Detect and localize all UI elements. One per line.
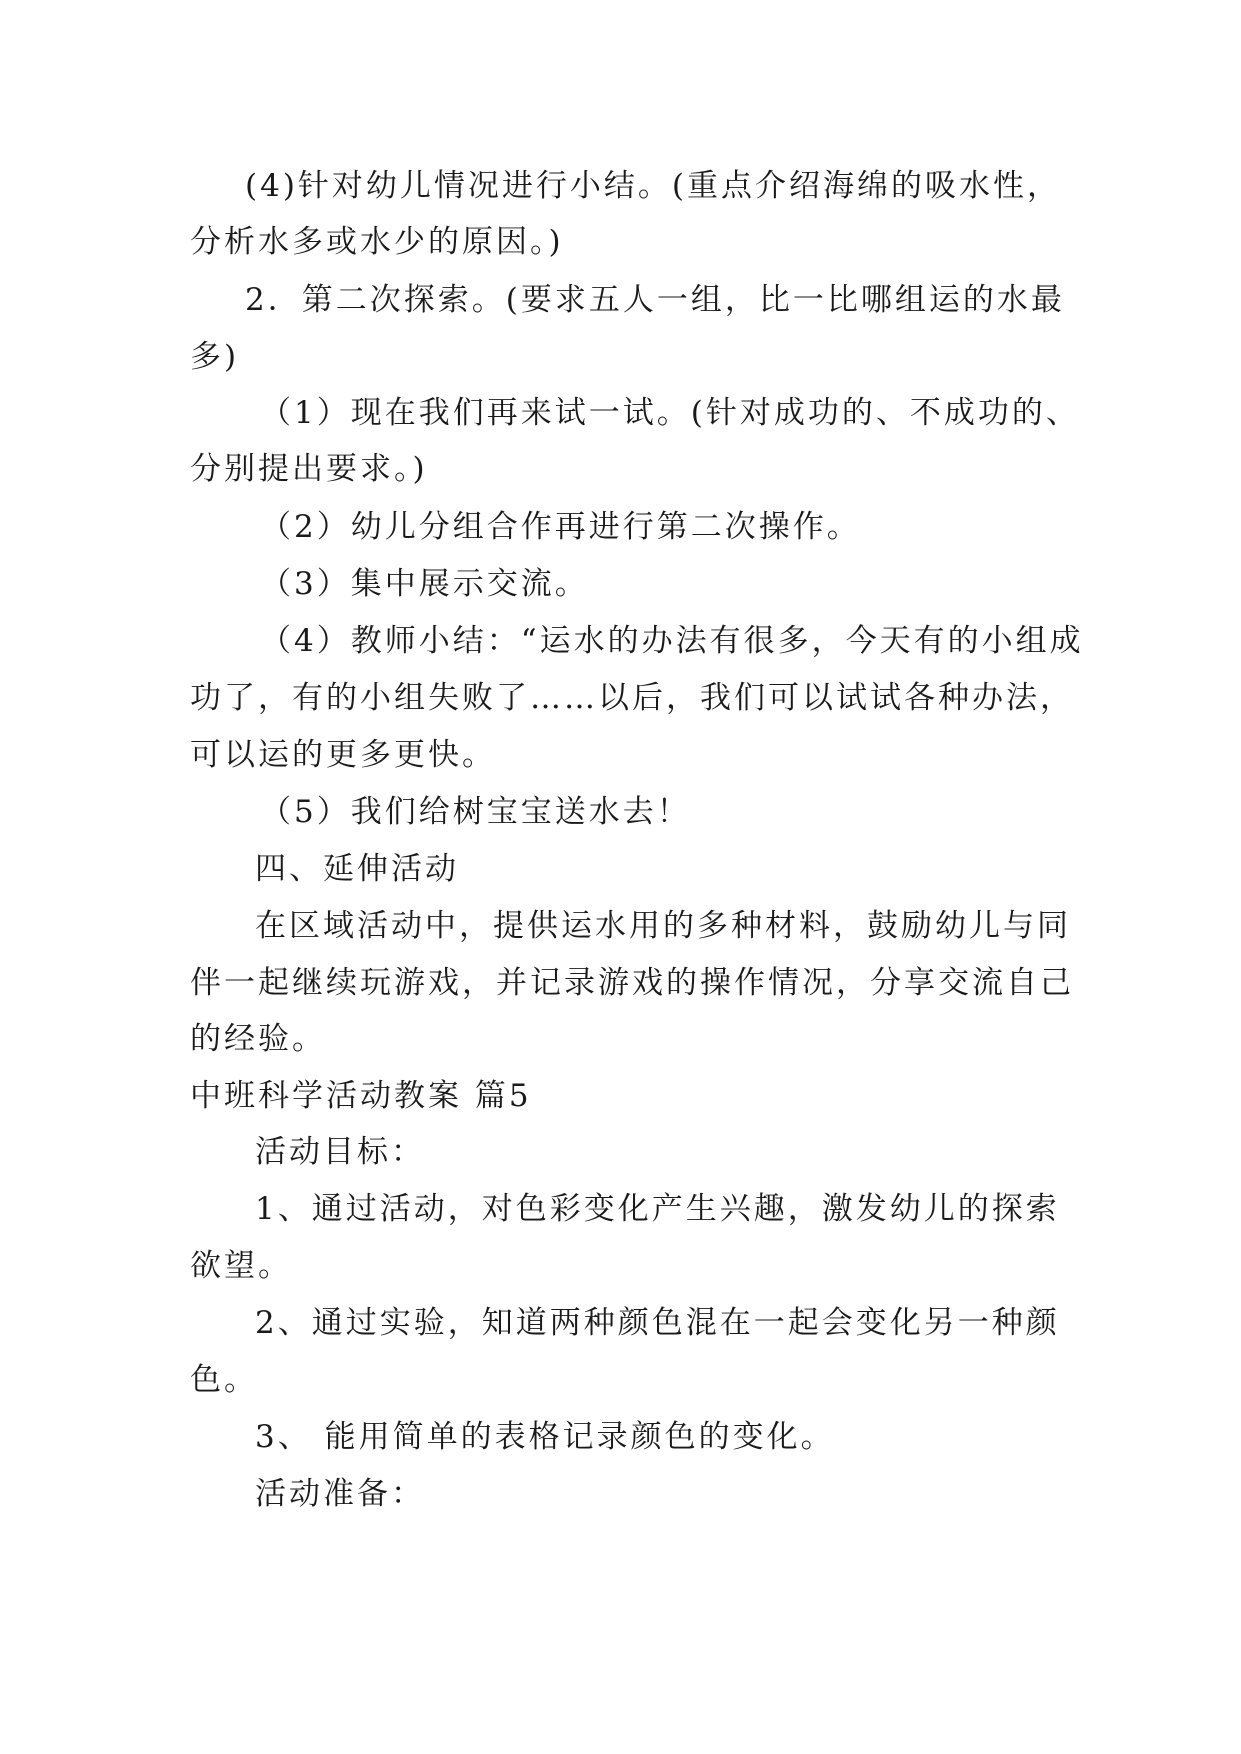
paragraph-line: 分别提出要求。): [190, 451, 428, 487]
section-step-heading: 2．第二次探索。(要求五人一组，比一比哪组运的水最: [245, 282, 1065, 318]
list-item: （1）现在我们再来试一试。(针对成功的、不成功的、: [260, 395, 1080, 431]
section-heading: 活动准备：: [255, 1476, 425, 1512]
list-item: （4）教师小结：“运水的办法有很多，今天有的小组成: [260, 623, 1084, 659]
paragraph-line: 伴一起继续玩游戏，并记录游戏的操作情况，分享交流自己: [190, 965, 1074, 1001]
list-item: （5）我们给树宝宝送水去！: [260, 794, 691, 830]
lesson-title: 中班科学活动教案 篇5: [190, 1078, 532, 1114]
paragraph-line: 多): [190, 339, 240, 375]
list-item: 1、通过活动，对色彩变化产生兴趣，激发幼儿的探索: [255, 1191, 1060, 1227]
paragraph-line: 在区域活动中，提供运水用的多种材料，鼓励幼儿与同: [255, 908, 1071, 944]
paragraph-line: 功了，有的小组失败了……以后，我们可以试试各种办法，: [190, 680, 1074, 716]
paragraph-line: 欲望。: [190, 1248, 292, 1284]
paragraph-line: 分析水多或水少的原因。): [190, 224, 564, 260]
list-item: （2）幼儿分组合作再进行第二次操作。: [260, 509, 861, 545]
list-item: （3）集中展示交流。: [260, 566, 589, 602]
list-item: 2、通过实验，知道两种颜色混在一起会变化另一种颜: [255, 1305, 1060, 1341]
paragraph-line: 可以运的更多更快。: [190, 737, 496, 773]
paragraph-line: 的经验。: [190, 1021, 326, 1057]
section-heading: 四、延伸活动: [255, 851, 459, 887]
section-heading: 活动目标：: [255, 1134, 425, 1170]
list-item: 3、 能用简单的表格记录颜色的变化。: [255, 1419, 835, 1455]
paragraph-line: 色。: [190, 1362, 258, 1398]
paragraph-line: (4)针对幼儿情况进行小结。(重点介绍海绵的吸水性，: [245, 168, 1062, 204]
